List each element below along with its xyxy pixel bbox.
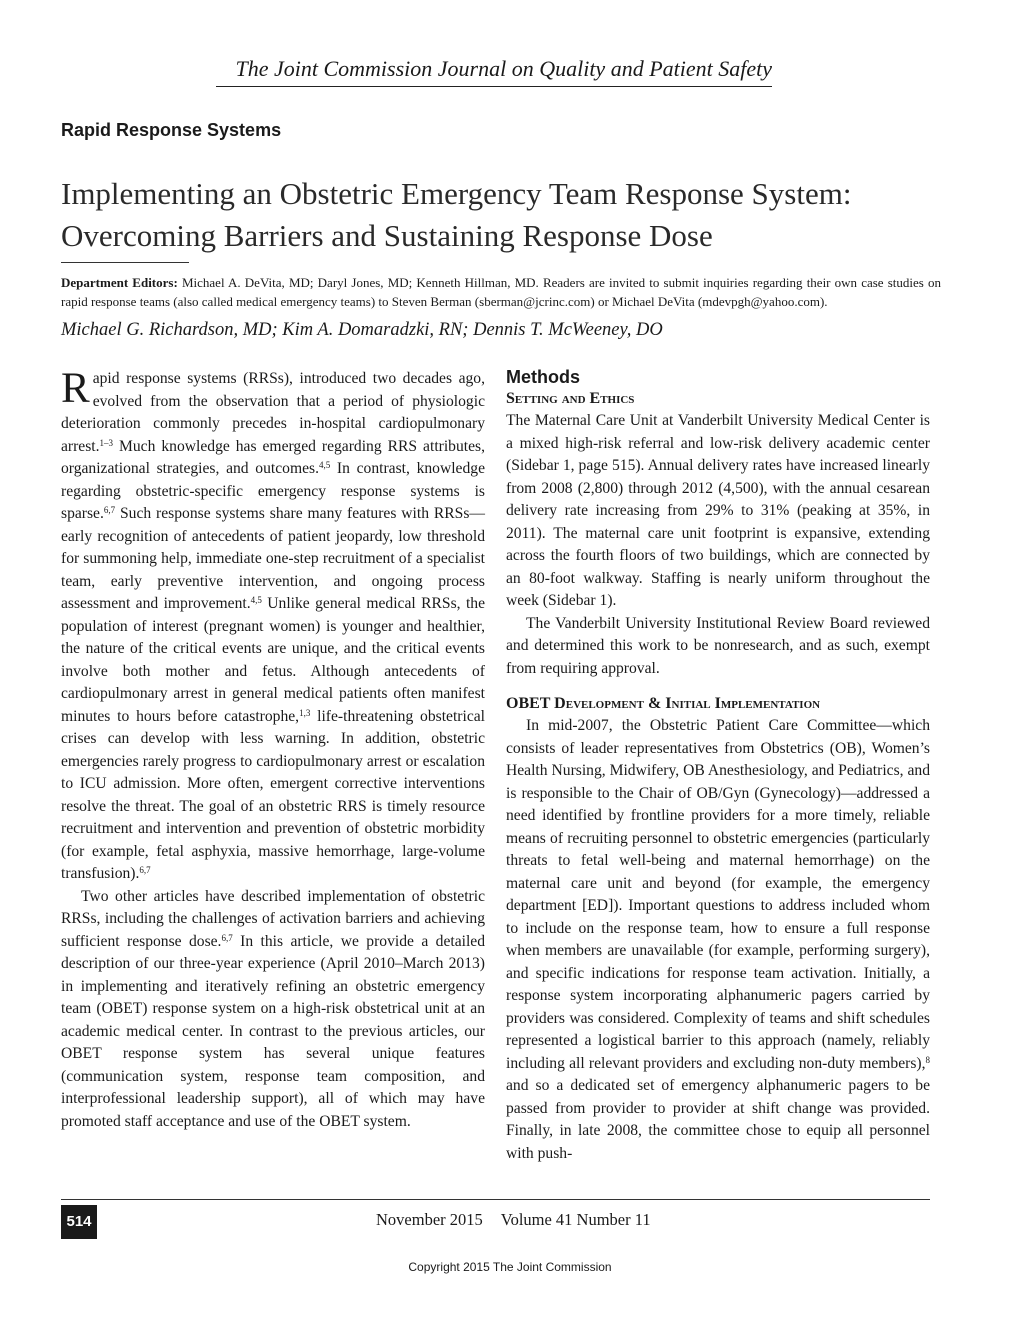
left-column <box>61 365 486 1133</box>
intro-text: Such response systems share many features with RRSs—early recognition of antecedents of patient jeopardy, low threshold for summoning help, immediate one-step recruitment of a specialist team, early preventive intervention, and ongoing process assessment and improvement. <box>61 505 485 612</box>
citation: 4,5 <box>318 460 331 470</box>
citation: 6,7 <box>103 505 116 515</box>
authors: Michael G. Richardson, MD; Kim A. Domaradzki, RN; Dennis T. McWeeney, DO <box>61 320 663 340</box>
issue-date: November 2015 <box>376 1210 483 1229</box>
journal-title: The Joint Commission Journal on Quality and Patient Safety <box>235 56 772 81</box>
right-column <box>506 366 930 1165</box>
intro-text: apid response systems (RRSs), introduced two decades ago, evolved from the observation that a period of physiologic deterioration commonly precedes in-hospital cardiopulmonary arrest. <box>61 370 485 455</box>
editors-text: Michael A. DeVita, MD; Daryl Jones, MD; Kenneth Hillman, MD. Readers are invited to submit inquiries regarding their own case studies on rapid response teams (also called medical emergency teams) to Steven Berman (sberman@jcrinc.com) or Michael DeVita (mdevpgh@yahoo.com). <box>61 275 941 309</box>
obet-text: In mid-2007, the Obstetric Patient Care Committee—which consists of leader representatives from Obstetrics (OB), Women’s Health Nursing, Midwifery, OB Anesthesiology, and Pediatrics, and is responsible to the Chair of OB/Gyn (Gynecology)—addressed a need identified by frontline providers for a more timely, reliable means of recruiting personnel to obstetric emergencies (particularly threats to fetal well-being and maternal hemorrhage) on the maternal care unit and beyond (for example, the emergency department [ED]). Important questions to address included whom to include on the response team, how to ensure a full response when members are unavailable (for example, performing surgery), and specific indications for response team activation. Initially, a response system incorporating alphanumeric pagers carried by providers was considered. Complexity of teams and shift schedules represented a logistical barrier to this approach (namely, reliably including all relevant providers and excluding non-duty members), <box>506 717 930 1072</box>
obet-heading: OBET Development & Initial Implementation <box>506 695 821 712</box>
citation: 6,7 <box>139 865 151 875</box>
methods-heading: Methods <box>506 367 580 387</box>
article-title-line2: Overcoming Barriers and Sustaining Response Dose <box>61 218 713 253</box>
intro-text: Unlike general medical RRSs, the population of interest (pregnant women) is younger and healthier, the nature of the critical events are unique, and the critical events involve both mother and fetus. Although antecedents of cardiopulmonary arrest in general medical patients often manifest minutes to hours before catastrophe, <box>61 595 485 725</box>
editors-label: Department Editors: <box>61 275 178 290</box>
article-title-line1: Implementing an Obstetric Emergency Team Response System: <box>61 176 852 211</box>
section-label: Rapid Response Systems <box>61 120 282 140</box>
header-rule <box>216 86 772 87</box>
drop-cap: R <box>61 365 90 412</box>
department-editors <box>61 273 941 311</box>
citation: 6,7 <box>221 932 233 943</box>
footer-rule <box>61 1199 930 1200</box>
setting-heading: Setting and Ethics <box>506 390 635 407</box>
article-title <box>61 173 941 257</box>
title-rule <box>61 262 189 263</box>
intro-text: In this article, we provide a detailed description of our three-year experience (April 2010–March 2013) in implementing and iteratively refining an obstetric emergency team (OBET) response system on a high-risk obstetrical unit at an academic medical center. In contrast to the previous articles, our OBET response system has several unique features (communication system, response team composition, and interprofessional leadership support), all of which may have promoted staff acceptance and use of the OBET system. <box>61 932 485 1130</box>
intro-text: Two other articles have described implementation of obstetric RRSs, including the challenges of activation barriers and achieving sufficient response dose. <box>61 887 485 950</box>
setting-paragraph-1: The Maternal Care Unit at Vanderbilt University Medical Center is a mixed high-risk referral and low-risk delivery academic center (Sidebar 1, page 515). Annual delivery rates have increased linearly from 2008 (2,800) through 2012 (4,500), with the annual cesarean delivery rate increasing from 29% to 31% (peaking at 35%, in 2011). The maternal care unit footprint is expansive, extending across the fourth floors of two buildings, which are connected by an 80-foot walkway. Staffing is nearly uniform throughout the week (Sidebar 1). <box>506 412 930 609</box>
issue-volume: Volume 41 Number 11 <box>500 1210 651 1229</box>
intro-paragraph-1 <box>61 365 486 886</box>
obet-text: and so a dedicated set of emergency alphanumeric pagers to be passed from provider to provider at shift change was provided. Finally, in late 2008, the committee chose to equip all personnel with push- <box>506 1077 930 1162</box>
issue-info <box>376 1210 651 1230</box>
copyright: Copyright 2015 The Joint Commission <box>408 1260 612 1274</box>
intro-text: life-threatening obstetrical crises can develop with less warning. In addition, obstetric emergencies rarely progress to cardiopulmonary arrest or escalation to ICU admission. More often, emergent corrective interventions resolve the threat. The goal of an obstetric RRS is timely resource recruitment and intervention and prevention of obstetric morbidity (for example, fetal asphyxia, massive hemorrhage, large-volume transfusion). <box>61 707 486 882</box>
page-number: 514 <box>61 1205 97 1239</box>
intro-text: Much knowledge has emerged regarding RRS attributes, organizational strategies, and outcomes. <box>61 437 485 477</box>
citation: 8 <box>925 1054 930 1065</box>
intro-text: In contrast, knowledge regarding obstetric-specific emergency response systems is sparse. <box>61 460 485 522</box>
citation: 4,5 <box>250 595 262 605</box>
intro-paragraph-2 <box>61 886 485 1134</box>
setting-paragraph-2: The Vanderbilt University Institutional Review Board reviewed and determined this work to be nonresearch, and as such, exempt from requiring approval. <box>506 614 930 677</box>
citation: 1–3 <box>99 437 114 448</box>
obet-paragraph-1 <box>506 715 930 1165</box>
citation: 1,3 <box>299 707 311 718</box>
